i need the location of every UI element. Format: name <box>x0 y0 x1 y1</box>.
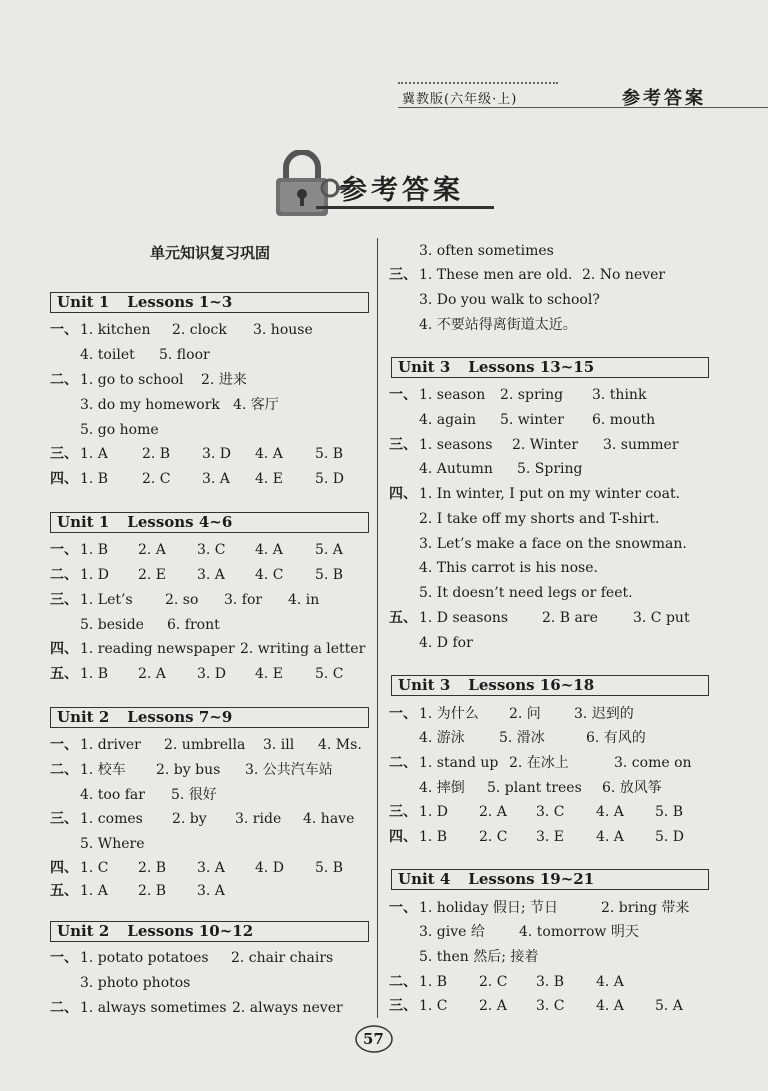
banner-underline <box>316 206 494 209</box>
unit-header: Unit 3 Lessons 16~18 <box>391 675 709 696</box>
unit-header: Unit 2 Lessons 10~12 <box>50 921 369 942</box>
column-divider <box>377 238 378 1018</box>
header-title: 参考答案 <box>622 88 706 109</box>
page-number: 57 <box>363 1030 384 1048</box>
unit-header: Unit 2 Lessons 7~9 <box>50 707 369 728</box>
header-dotted-rule <box>398 82 558 84</box>
section-title: 单元知识复习巩固 <box>149 244 270 262</box>
header-edition: 冀教版(六年级·上) <box>402 92 518 107</box>
unit-header: Unit 1 Lessons 1~3 <box>50 292 369 313</box>
unit-header: Unit 1 Lessons 4~6 <box>50 512 369 533</box>
unit-header: Unit 4 Lessons 19~21 <box>391 869 709 890</box>
unit-header: Unit 3 Lessons 13~15 <box>391 357 709 378</box>
header-divider <box>398 107 768 108</box>
banner-title: 参考答案 <box>340 175 464 206</box>
